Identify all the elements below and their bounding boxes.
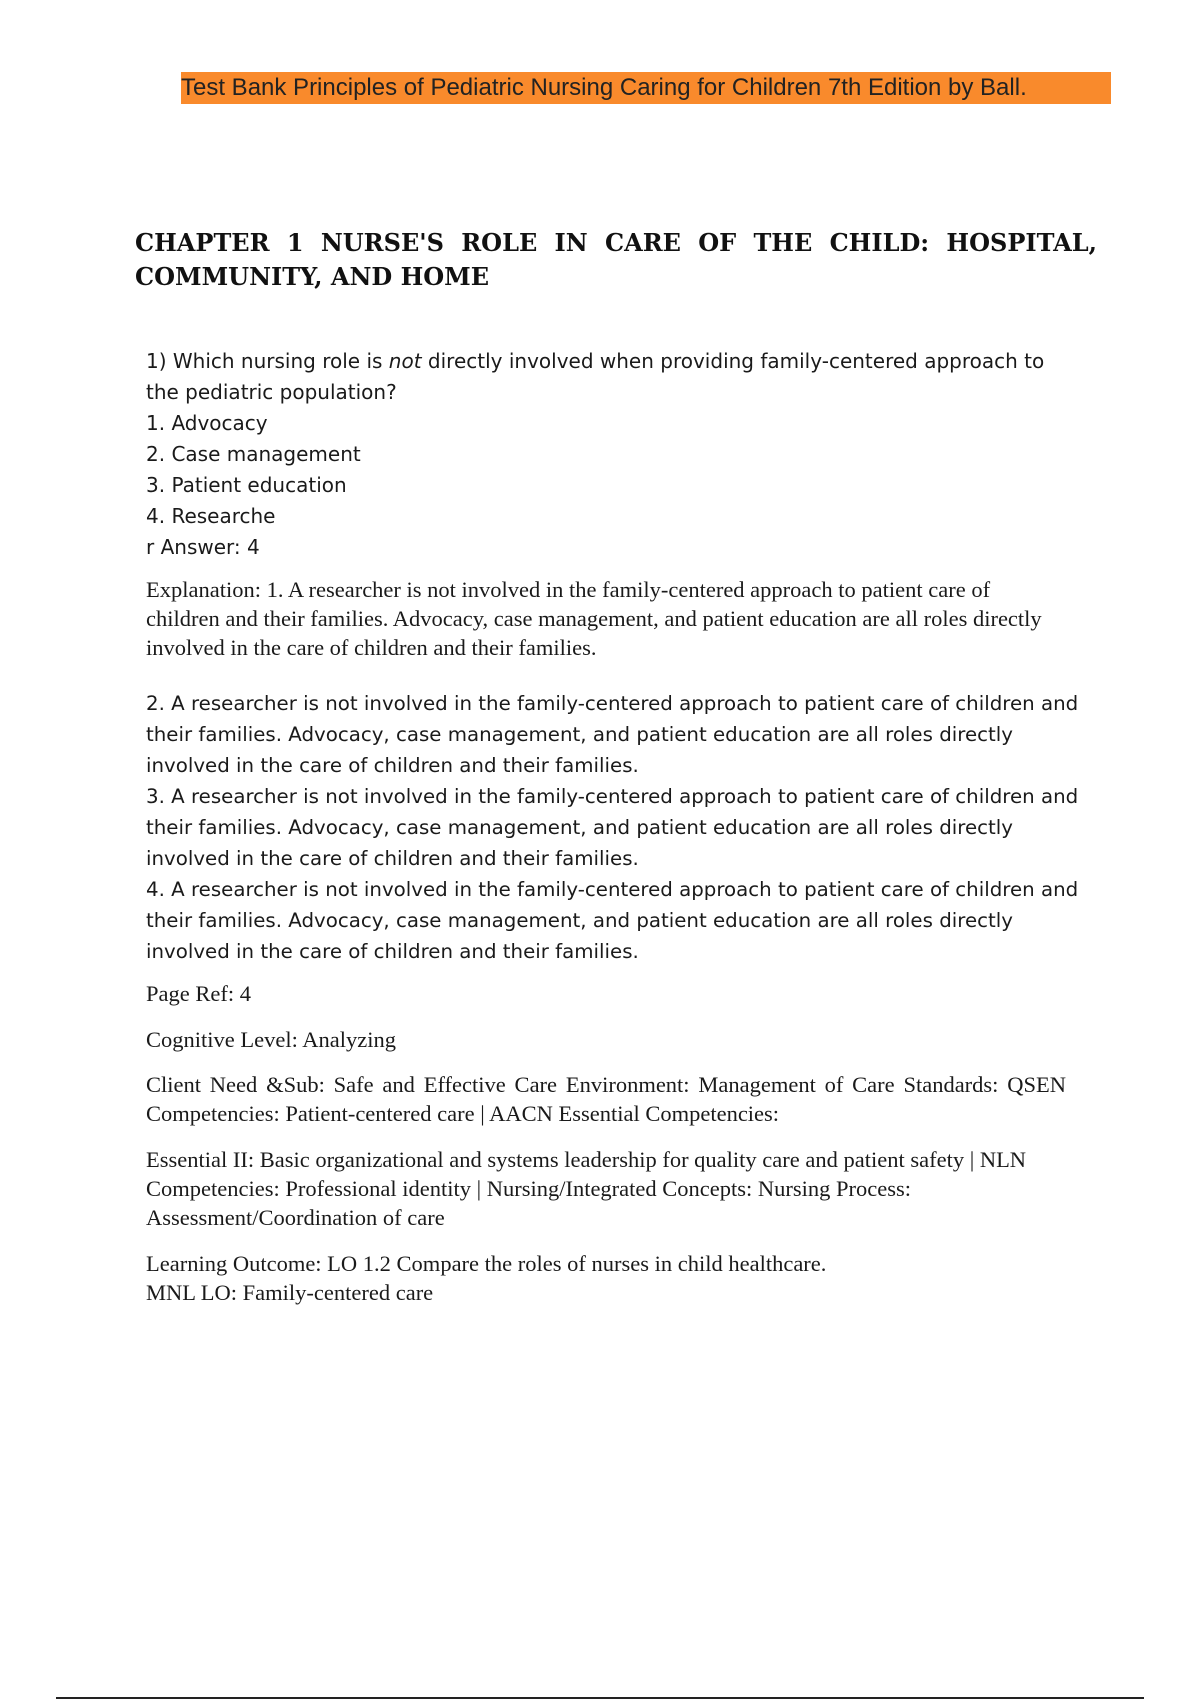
page-ref: Page Ref: 4 <box>146 981 251 1006</box>
chapter-title: CHAPTER 1 NURSE'S ROLE IN CARE OF THE CHILD: HOSPITAL, COMMUNITY, AND HOME <box>135 228 1097 291</box>
cognitive-level: Cognitive Level: Analyzing <box>146 1027 396 1052</box>
question-stem-prefix: Which nursing role is <box>172 349 383 373</box>
footer-divider <box>56 1697 1144 1699</box>
explanation-first: Explanation: 1. A researcher is not involved in the family-centered approach to patient care of children and their families. Advocacy, case management, and patient education are all roles directly involved in the care of children and their families. <box>146 577 1042 660</box>
banner-text: Test Bank Principles of Pediatric Nursing Caring for Children 7th Edition by Ball. <box>181 74 1027 101</box>
answer-option: 1. Advocacy <box>146 411 268 435</box>
question-stem-emphasis: not <box>388 349 422 373</box>
question-stem <box>146 346 1096 377</box>
correct-answer: r Answer: 4 <box>146 535 260 559</box>
learning-outcome: Learning Outcome: LO 1.2 Compare the roles of nurses in child healthcare. <box>146 1251 827 1276</box>
essential-competencies: Essential II: Basic organizational and systems leadership for quality care and patient safety | NLN Competencies: Professional identity | Nursing/Integrated Concepts: Nursing Process: Assessment/Coordination of care <box>146 1147 1027 1230</box>
explanation-item: 3. A researcher is not involved in the family-centered approach to patient care of children and their families. Advocacy, case management, and patient education are all roles directly involved in the care of children and their families. <box>146 785 1079 870</box>
mnl-learning-outcome: MNL LO: Family-centered care <box>146 1280 434 1305</box>
explanation-item: 4. A researcher is not involved in the family-centered approach to patient care of children and their families. Advocacy, case management, and patient education are all roles directly involved in the care of children and their families. <box>146 878 1079 963</box>
client-need: Client Need &Sub: Safe and Effective Care Environment: Management of Care Standards: QSEN Competencies: Patient-centered care | AACN Essential Competencies: <box>146 1072 1066 1126</box>
question-stem-suffix: directly involved when providing family-centered approach to <box>427 349 1045 373</box>
document-title-banner <box>181 72 1111 104</box>
question-stem-continuation: the pediatric population? <box>146 380 397 404</box>
explanation-item: 2. A researcher is not involved in the family-centered approach to patient care of children and their families. Advocacy, case management, and patient education are all roles directly involved in the care of children and their families. <box>146 692 1079 777</box>
answer-option: 3. Patient education <box>146 473 347 497</box>
question-block <box>146 346 1096 563</box>
answer-option: 4. Researche <box>146 504 276 528</box>
answer-option: 2. Case management <box>146 442 361 466</box>
question-number: 1) <box>146 349 167 373</box>
